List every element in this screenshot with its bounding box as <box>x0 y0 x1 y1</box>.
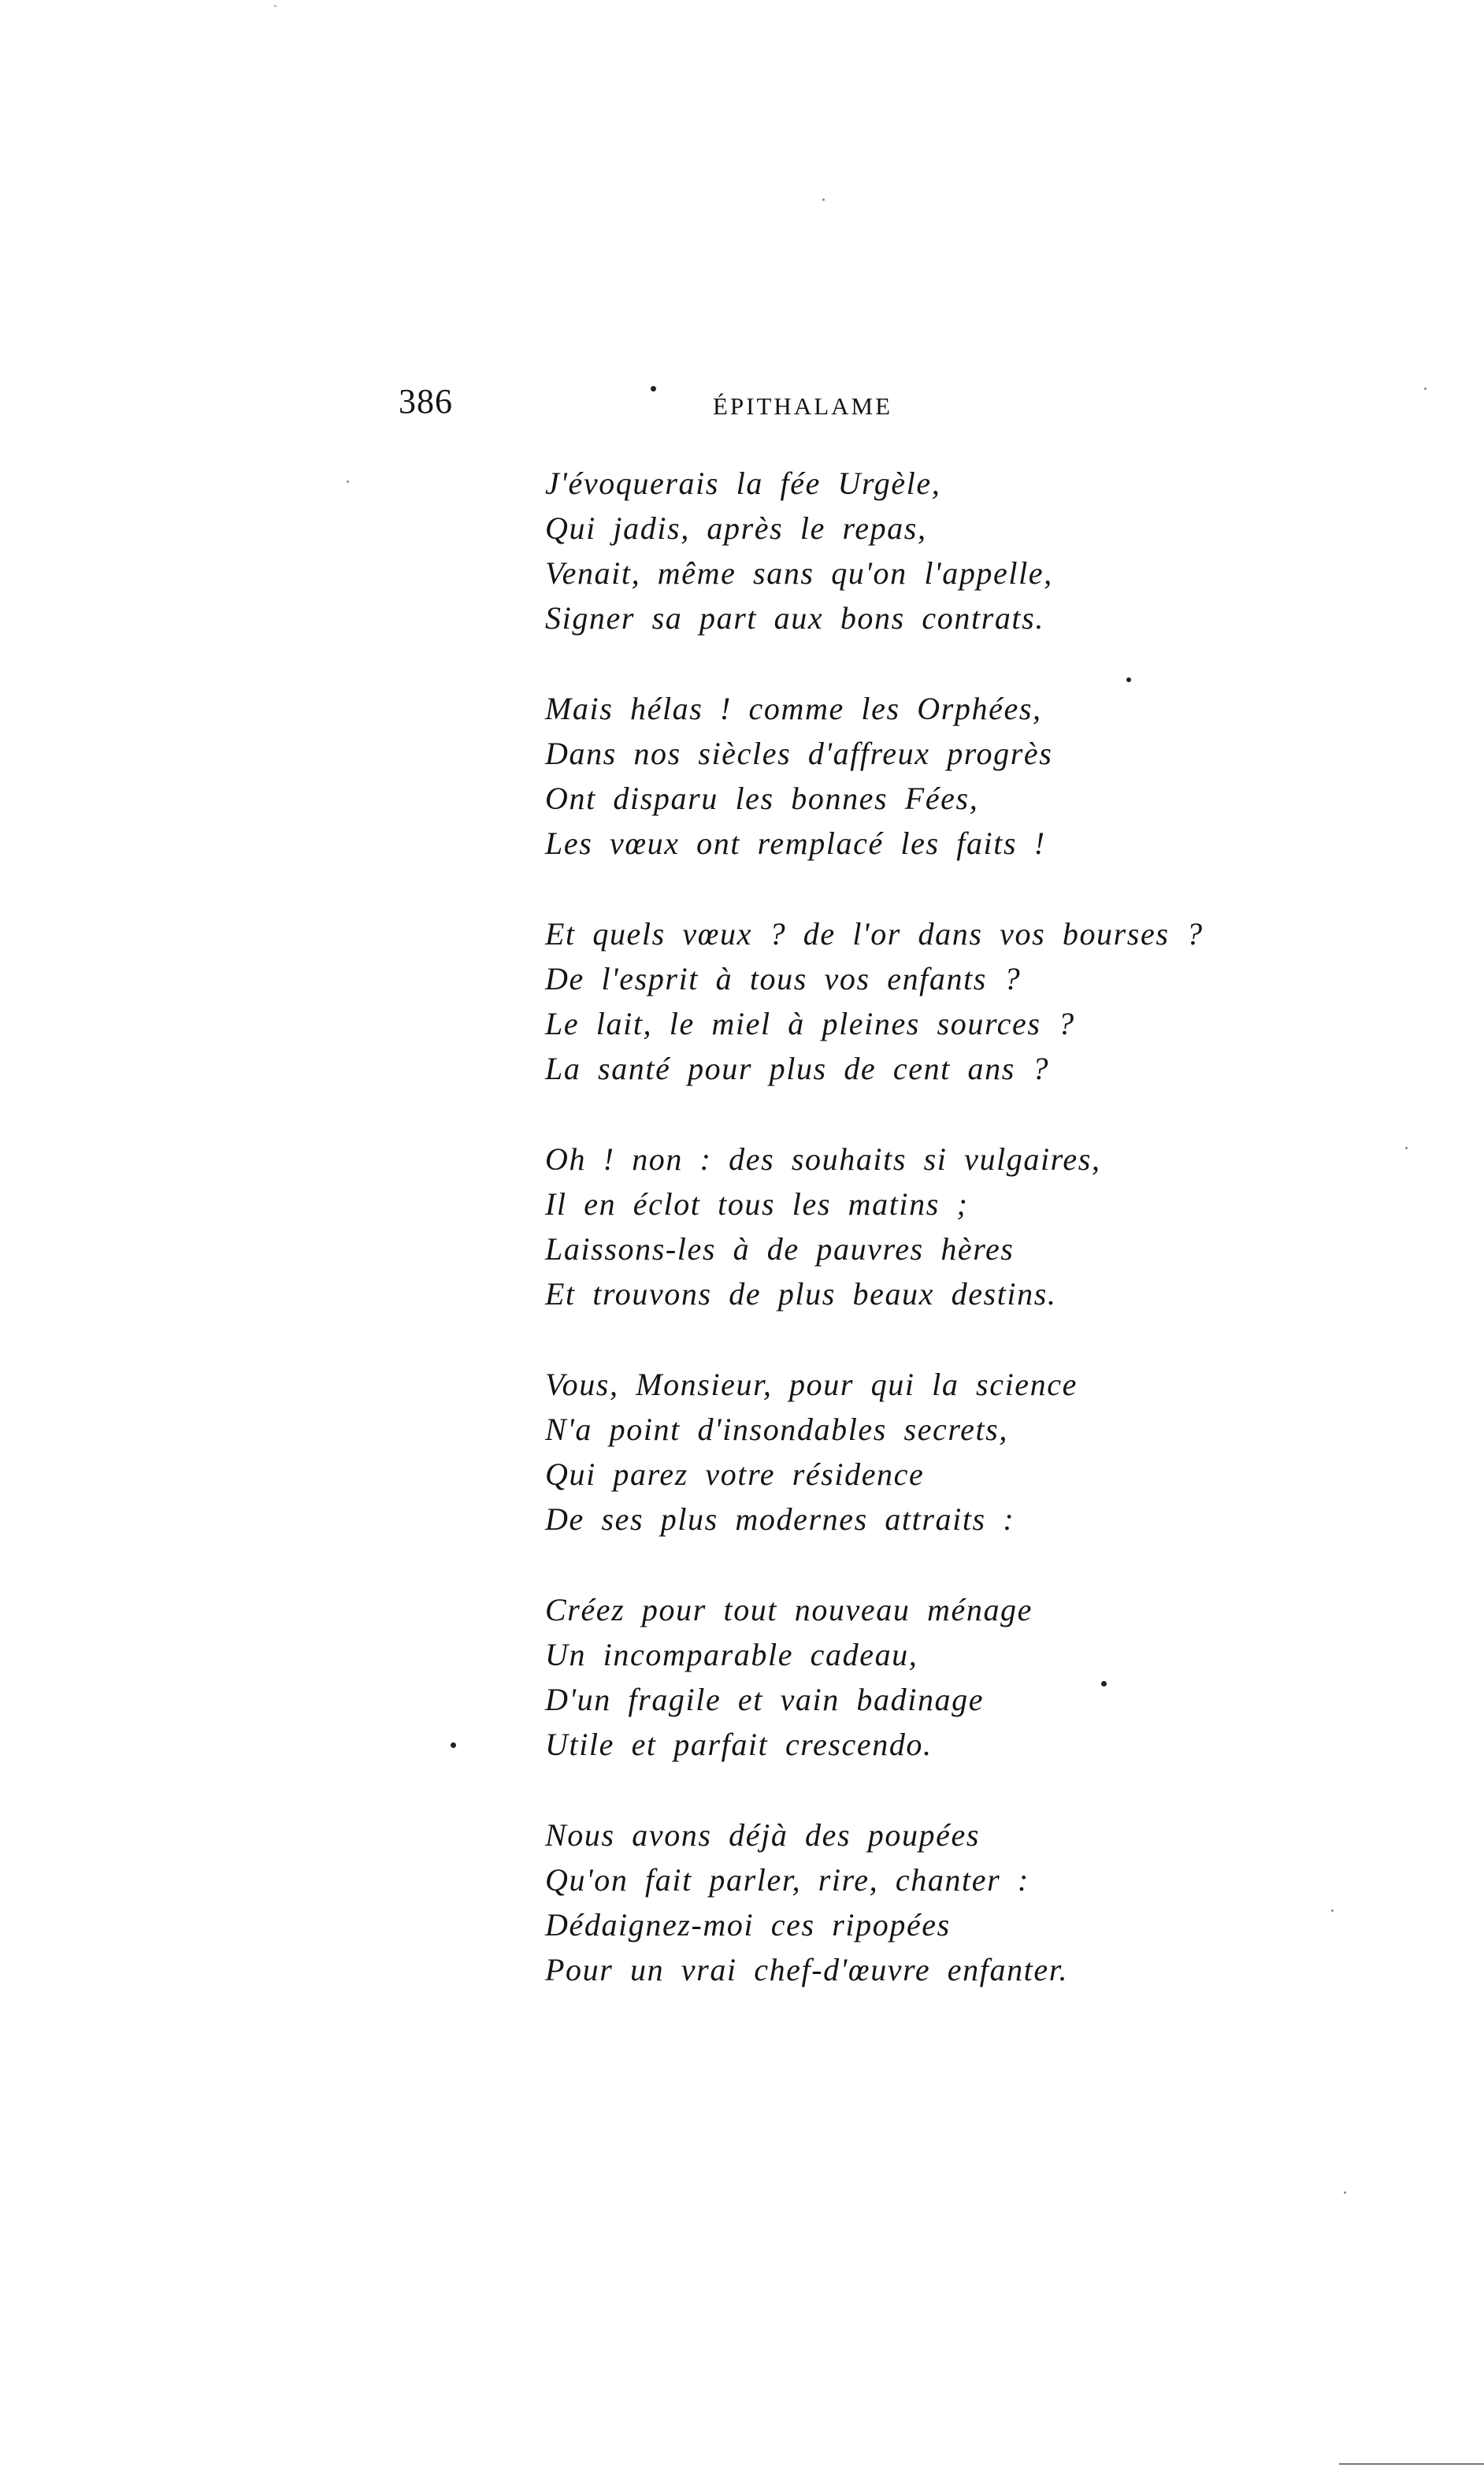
scan-edge-line <box>1339 2463 1484 2465</box>
poem <box>545 461 1204 2038</box>
verse-line: Les vœux ont remplacé les faits ! <box>545 826 1046 861</box>
verse-line: Oh ! non : des souhaits si vulgaires, <box>545 1141 1101 1177</box>
verse-line: Nous avons déjà des poupées <box>545 1817 981 1853</box>
verse-line: Créez pour tout nouveau ménage <box>545 1592 1033 1627</box>
ink-speck <box>651 386 656 391</box>
stanza <box>545 686 1191 866</box>
verse-line: Vous, Monsieur, pour qui la science <box>545 1367 1078 1402</box>
running-title: ÉPITHALAME <box>713 392 893 420</box>
verse-line: Le lait, le miel à pleines sources ? <box>545 1006 1075 1041</box>
stanza <box>545 911 1204 1091</box>
verse-line: Qui jadis, après le repas, <box>545 510 927 546</box>
ink-speck <box>451 1742 456 1748</box>
stanza <box>545 1362 1191 1542</box>
verse-line: La santé pour plus de cent ans ? <box>545 1051 1050 1086</box>
verse-line: Un incomparable cadeau, <box>545 1637 918 1672</box>
verse-line: Qui parez votre résidence <box>545 1456 925 1492</box>
verse-line: Signer sa part aux bons contrats. <box>545 600 1044 636</box>
verse-line: D'un fragile et vain badinage <box>545 1682 985 1717</box>
verse-line: Et quels vœux ? de l'or dans vos bourses ? <box>545 916 1204 952</box>
ink-speck <box>1331 1909 1334 1912</box>
verse-line: Pour un vrai chef-d'œuvre enfanter. <box>545 1952 1069 1987</box>
page-number: 386 <box>399 382 453 421</box>
ink-speck <box>1405 1147 1408 1149</box>
verse-line: De l'esprit à tous vos enfants ? <box>545 961 1022 996</box>
verse-line: Dédaignez-moi ces ripopées <box>545 1907 951 1943</box>
verse-line: Utile et parfait crescendo. <box>545 1727 933 1762</box>
ink-speck <box>1101 1681 1107 1686</box>
verse-line: De ses plus modernes attraits : <box>545 1501 1015 1537</box>
verse-line: N'a point d'insondables secrets, <box>545 1412 1008 1447</box>
ink-speck <box>1424 388 1426 390</box>
verse-line: Qu'on fait parler, rire, chanter : <box>545 1862 1030 1898</box>
ink-speck <box>274 5 276 7</box>
ink-speck <box>1344 2191 1346 2194</box>
ink-speck <box>347 481 349 483</box>
stanza <box>545 1587 1191 1767</box>
verse-line: Ont disparu les bonnes Fées, <box>545 781 979 816</box>
ink-speck <box>822 199 825 201</box>
verse-line: Il en éclot tous les matins ; <box>545 1186 969 1222</box>
verse-line: J'évoquerais la fée Urgèle, <box>545 466 941 501</box>
verse-line: Laissons-les à de pauvres hères <box>545 1231 1015 1267</box>
verse-line: Mais hélas ! comme les Orphées, <box>545 691 1042 726</box>
stanza <box>545 461 1191 640</box>
stanza <box>545 1137 1191 1316</box>
ink-speck <box>1126 677 1131 682</box>
stanza <box>545 1813 1191 1992</box>
verse-line: Venait, même sans qu'on l'appelle, <box>545 555 1053 591</box>
verse-line: Et trouvons de plus beaux destins. <box>545 1276 1057 1312</box>
verse-line: Dans nos siècles d'affreux progrès <box>545 736 1053 771</box>
